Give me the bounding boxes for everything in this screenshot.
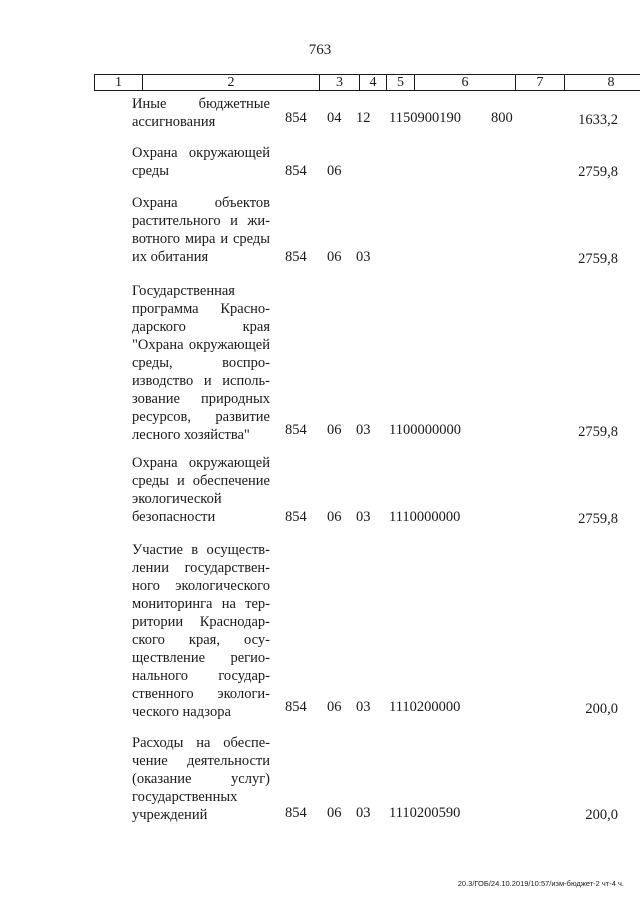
row-code-section: 06 bbox=[327, 509, 342, 525]
header-row bbox=[95, 75, 640, 91]
header-col-4: 4 bbox=[360, 75, 387, 91]
row-code-section: 06 bbox=[327, 699, 342, 715]
row-code-section: 06 bbox=[327, 163, 342, 179]
row-code-admin: 854 bbox=[285, 509, 307, 525]
row-code-admin: 854 bbox=[285, 163, 307, 179]
row-code-expense-type: 800 bbox=[491, 110, 513, 126]
row-code-section: 06 bbox=[327, 249, 342, 265]
header-col-2: 2 bbox=[143, 75, 320, 91]
row-code-admin: 854 bbox=[285, 110, 307, 126]
row-description: Расходы на обеспечение деятельности (оказание услуг) государственных учреждений bbox=[132, 735, 270, 823]
row-amount: 1633,2 bbox=[578, 112, 618, 128]
row-code-admin: 854 bbox=[285, 805, 307, 821]
row-code-target: 1110200000 bbox=[389, 699, 461, 715]
header-col-5: 5 bbox=[387, 75, 415, 91]
row-amount: 2759,8 bbox=[578, 251, 618, 267]
column-header-table bbox=[94, 74, 640, 91]
footer-stamp: 20.3/ГОБ/24.10.2019/10:57/изм-бюджет-2 чт-4 ч. bbox=[457, 879, 624, 888]
row-code-subsection: 03 bbox=[356, 249, 371, 265]
row-description: Участие в осуществлении государственного экологического мониторинга на территории Краснодарского края, осуществление регионального государственного экологического надзора bbox=[132, 542, 270, 720]
row-amount: 200,0 bbox=[585, 701, 618, 717]
row-code-subsection: 03 bbox=[356, 509, 371, 525]
header-col-3: 3 bbox=[320, 75, 360, 91]
row-code-admin: 854 bbox=[285, 249, 307, 265]
row-description: Иные бюджетные ассигнования bbox=[132, 96, 270, 130]
row-amount: 200,0 bbox=[585, 807, 618, 823]
row-code-subsection: 03 bbox=[356, 699, 371, 715]
row-description: Охрана окружающей среды bbox=[132, 145, 270, 179]
header-col-7: 7 bbox=[516, 75, 565, 91]
row-code-section: 04 bbox=[327, 110, 342, 126]
row-description: Охрана объектов растительного и животного мира и среды их обитания bbox=[132, 195, 270, 265]
row-code-admin: 854 bbox=[285, 422, 307, 438]
row-code-section: 06 bbox=[327, 422, 342, 438]
row-code-subsection: 03 bbox=[356, 422, 371, 438]
header-col-8: 8 bbox=[565, 75, 640, 91]
row-code-target: 1110200590 bbox=[389, 805, 461, 821]
header-col-1: 1 bbox=[95, 75, 143, 91]
row-code-subsection: 12 bbox=[356, 110, 371, 126]
row-amount: 2759,8 bbox=[578, 424, 618, 440]
row-amount: 2759,8 bbox=[578, 164, 618, 180]
row-description: Государственная программа Краснодарского края "Охрана окружающей среды, воспроизводство и использование природных ресурсов, развитие лесного хозяйства" bbox=[132, 283, 270, 443]
header-col-6: 6 bbox=[415, 75, 516, 91]
row-code-target: 1100000000 bbox=[389, 422, 461, 438]
row-code-target: 1110000000 bbox=[389, 509, 461, 525]
row-description: Охрана окружающей среды и обеспечение экологической безопасности bbox=[132, 455, 270, 525]
row-code-subsection: 03 bbox=[356, 805, 371, 821]
page-number: 763 bbox=[308, 42, 332, 58]
row-code-admin: 854 bbox=[285, 699, 307, 715]
row-amount: 2759,8 bbox=[578, 511, 618, 527]
row-code-section: 06 bbox=[327, 805, 342, 821]
row-code-target: 1150900190 bbox=[389, 110, 461, 126]
